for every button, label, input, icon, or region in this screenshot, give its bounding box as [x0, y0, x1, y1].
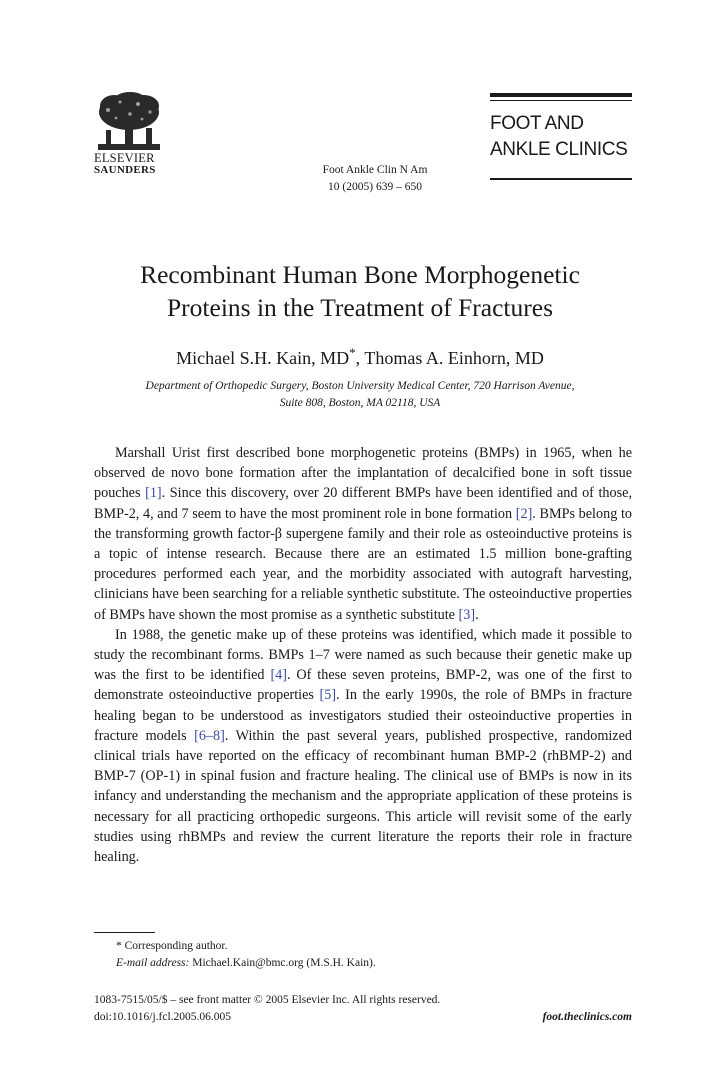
reference-link[interactable]: [2]: [515, 505, 533, 522]
journal-website[interactable]: foot.theclinics.com: [542, 1011, 632, 1023]
tree-icon: [94, 92, 164, 152]
affiliation-line-2: Suite 808, Boston, MA 02118, USA: [279, 397, 441, 409]
citation-line-2: 10 (2005) 639 – 650: [328, 181, 422, 193]
paragraph-text: Marshall Urist first described bone morphogenetic proteins (BMPs) in 1965, when he observed de novo bone formation after the implantation of decalcified bone in soft tissue pouches: [94, 445, 632, 502]
front-matter: [94, 992, 534, 1026]
paragraph-text: . BMPs belong to the transforming growth factor-β supergene family and their role as osteoinductive proteins is a topic of intense research. Because there are an estimated 1.5 million bone-grafting procedures performed each year, and the morbidity associated with autograft harvesting, clinicians have been searching for a reliable synthetic substitute. The osteoinductive properties of BMPs have shown the most promise as a synthetic substitute: [94, 505, 632, 623]
publisher-line-2: SAUNDERS: [94, 164, 156, 176]
paragraph-text: . In the early 1990s, the role of BMPs in fracture healing began to be understood as investigators studied their osteoinductive properties in fracture models: [94, 687, 632, 744]
journal-name: [490, 111, 632, 163]
author-2: Thomas A. Einhorn, MD: [364, 348, 544, 368]
corresponding-author-note: * Corresponding author.: [116, 940, 228, 952]
paragraph-text: . Of these seven proteins, BMP-2, was one of the first to demonstrate osteoinductive properties: [94, 667, 632, 704]
email-value: Michael.Kain@bmc.org (M.S.H. Kain).: [189, 957, 376, 969]
email-note: [116, 955, 566, 972]
title-line-1: Recombinant Human Bone Morphogenetic: [140, 260, 580, 289]
journal-masthead: [490, 93, 632, 180]
publisher-name: [94, 152, 164, 176]
paragraph-text: In 1988, the genetic make up of these proteins was identified, which made it possible to study the recombinant forms. BMPs 1–7 were named as such because their genetic make up was the first to be identified: [94, 626, 632, 684]
email-label: E-mail address:: [116, 957, 190, 969]
title-line-2: Proteins in the Treatment of Fractures: [167, 293, 553, 322]
masthead-rule-thin: [490, 100, 632, 101]
paragraph-1: [94, 443, 632, 625]
masthead-rule-thick: [490, 93, 632, 97]
paragraph-2: [94, 625, 632, 867]
author-separator: ,: [355, 348, 365, 368]
journal-name-line-2: ANKLE CLINICS: [490, 139, 628, 160]
issn-copyright: 1083-7515/05/$ – see front matter © 2005 Elsevier Inc. All rights reserved.: [94, 994, 441, 1006]
reference-link[interactable]: [5]: [319, 687, 337, 704]
paragraph-text: .: [475, 606, 479, 623]
masthead-rule-bottom: [490, 178, 632, 180]
article-body: [94, 443, 632, 867]
paragraph-text: . Since this discovery, over 20 different BMPs have been identified and of those, BMP-2, 4, and 7 seem to have the most prominent role in bone formation: [94, 485, 632, 522]
corresponding-author-mark: *: [349, 345, 356, 360]
publisher-line-1: ELSEVIER: [94, 151, 155, 165]
paragraph-text: . Within the past several years, published prospective, randomized clinical trials have reported on the efficacy of recombinant human BMP-2 (rhBMP-2) and BMP-7 (OP-1) in spinal fusion and fracture healing. The clinical use of BMPs is now in its infancy and understanding the mechanism and the appropriate application of these proteins is necessary for all practicing orthopedic surgeons. This article will revisit some of the early studies using rhBMPs and review the current literature the reports their role in fracture healing.: [94, 727, 632, 866]
citation-line-1: Foot Ankle Clin N Am: [322, 164, 428, 176]
affiliation: [100, 378, 620, 412]
footnote-divider: [94, 932, 155, 933]
affiliation-line-1: Department of Orthopedic Surgery, Boston University Medical Center, 720 Harrison Avenue,: [145, 380, 575, 392]
author-1: Michael S.H. Kain, MD: [176, 348, 350, 368]
reference-link[interactable]: [3]: [458, 606, 476, 623]
reference-link[interactable]: [6–8]: [194, 727, 225, 744]
journal-name-line-1: FOOT AND: [490, 113, 584, 134]
reference-link[interactable]: [4]: [270, 667, 287, 684]
elsevier-tree-logo: [94, 92, 164, 152]
doi[interactable]: doi:10.1016/j.fcl.2005.06.005: [94, 1011, 232, 1023]
article-title: [60, 258, 660, 324]
footnotes: [116, 938, 566, 972]
reference-link[interactable]: [1]: [145, 485, 162, 502]
author-list: [60, 341, 660, 370]
journal-citation: [290, 162, 460, 196]
